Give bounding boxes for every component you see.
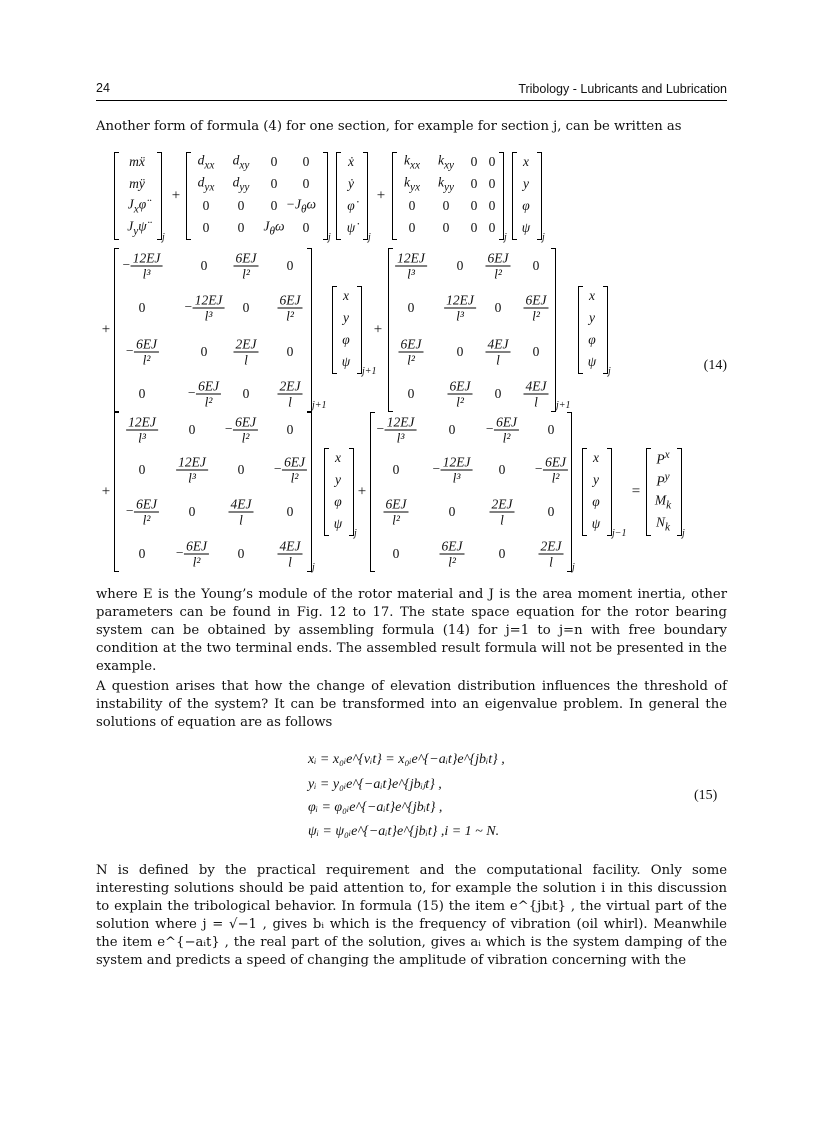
- matrix-cell: mẍ: [129, 154, 145, 169]
- matrix-cell: $J_y\psï$: [127, 218, 147, 238]
- paragraph-young-module: where E is the Young’s module of the rotor material and J is the area moment inertia, other parameters can be found in Fig. 12 to 17. The state space equation for the rotor bearing system can be obtained by assembling formula (14) for j=1 to j=n with free boundary condition at the two terminal ends. The assembled result formula will not be presented in the example.: [96, 587, 727, 674]
- equation-number-14: (14): [703, 358, 727, 373]
- equation-number-15: (15): [694, 788, 718, 803]
- equation-line: ψᵢ = ψ₀ᵢe^{−aᵢt}e^{jbᵢt} ,i = 1 ~ N.: [308, 824, 500, 839]
- plus-sign: +: [171, 187, 181, 204]
- page-header: [96, 80, 727, 101]
- equation-line: xᵢ = x₀ᵢe^{vᵢt} = x₀ᵢe^{−aᵢt}e^{jbᵢt} ,: [308, 752, 505, 767]
- plus-sign: +: [376, 187, 386, 204]
- matrix-cell: $J_x\varphï$: [127, 196, 147, 216]
- subscript-j: j: [162, 232, 165, 243]
- equation-line: φᵢ = φ₀ᵢe^{−aᵢt}e^{jbᵢt} ,: [308, 800, 443, 815]
- matrix-cell: mÿ: [129, 176, 145, 191]
- running-title: Tribology - Lubricants and Lubrication: [518, 82, 727, 96]
- intro-text: Another form of formula (4) for one section, for example for section j, can be written as: [96, 119, 682, 134]
- plus-sign: +: [101, 483, 111, 500]
- equation-line: yᵢ = y₀ᵢe^{−aᵢt}e^{jbᵢⱼt} ,: [308, 777, 442, 792]
- plus-sign: +: [101, 321, 111, 338]
- equation-14: mẍ mÿ $J_x\varphï$ $J_y\psï$ j + $d_{xx}$ $d_{xy}$ 0 0 $d_{yx}$ $d_{yy}$ 0 0 0 0 0 $-J_\theta\omega$ 0 0 $J_\theta\omega$ 0 j ẋ ẏ φ̇ ψ̇ j + $k_{xx}$ $k_{xy}$ 0 0 $k_{yx}$ $k_{yy}$ 0 0 0 0 0 0 0 0 0 0 j x y φ ψ j + − $\frac{12EJ}{\text{l³}}$ 0 $\frac{6EJ}{\text{l²}}$ 0 0 − $\frac{12EJ}{\text{l³}}$ 0 $\frac{6EJ}{\text{l²}}$ − $\frac{6EJ}{\text{l²}}$ 0 $\frac{2EJ}{l}$ 0 0 − $\frac{6EJ}{\text{l²}}$ 0 $\frac{2EJ}{l}$ j+1 x y φ ψ j+1 + $\frac{12EJ}{\text{l³}}$ 0 $\frac{6EJ}{\text{l²}}$ 0 0 $\frac{12EJ}{\text{l³}}$ 0 $\frac{6EJ}{\text{l²}}$ $\frac{6EJ}{\text{l²}}$ 0 $\frac{4EJ}{l}$ 0 0 $\frac{6EJ}{\text{l²}}$ 0 $\frac{4EJ}{l}$ j+1 x y φ ψ j (14) + $\frac{12EJ}{\text{l³}}$ 0 − $\frac{6EJ}{\text{l²}}$ 0 0 $\frac{12EJ}{\text{l³}}$ 0 − $\frac{6EJ}{\text{l²}}$ − $\frac{6EJ}{\text{l²}}$ 0 $\frac{4EJ}{l}$ 0 0 − $\frac{6EJ}{\text{l²}}$ 0 $\frac{4EJ}{l}$ j x y φ ψ j + − $\frac{12EJ}{\text{l³}}$ 0 − $\frac{6EJ}{\text{l²}}$ 0 0 − $\frac{12EJ}{\text{l³}}$ 0 − $\frac{6EJ}{\text{l²}}$ $\frac{6EJ}{\text{l²}}$ 0 $\frac{2EJ}{l}$ 0 0 $\frac{6EJ}{\text{l²}}$ 0 $\frac{2EJ}{l}$ j x y φ ψ j−1 = $P^x$ $P^y$ $M_k$ $N_k$ j: [101, 152, 727, 573]
- paragraph-question: A question arises that how the change of elevation distribution influences the threshold of instability of the system? It can be transformed into an eigenvalue problem. In general the solutions of equation are as follows: [96, 679, 727, 730]
- plus-sign: +: [357, 483, 367, 500]
- equals-sign: =: [631, 483, 641, 500]
- plus-sign: +: [373, 321, 383, 338]
- page-number: 24: [96, 81, 110, 95]
- paragraph-solutions: N is defined by the practical requirement and the computational facility. Only some interesting solutions should be paid attention to, for example the solution i in this discussion to explain the tribological behavior. In formula (15) the item e^{jbᵢt} , the virtual part of the solution where j = √−1 , gives bᵢ which is the frequency of vibration (oil whirl). Meanwhile the item e^{−aᵢt} , the real part of the solution, gives aᵢ which is the system damping of the system and predicts a speed of changing the amplitude of vibration concerning with the: [96, 863, 727, 968]
